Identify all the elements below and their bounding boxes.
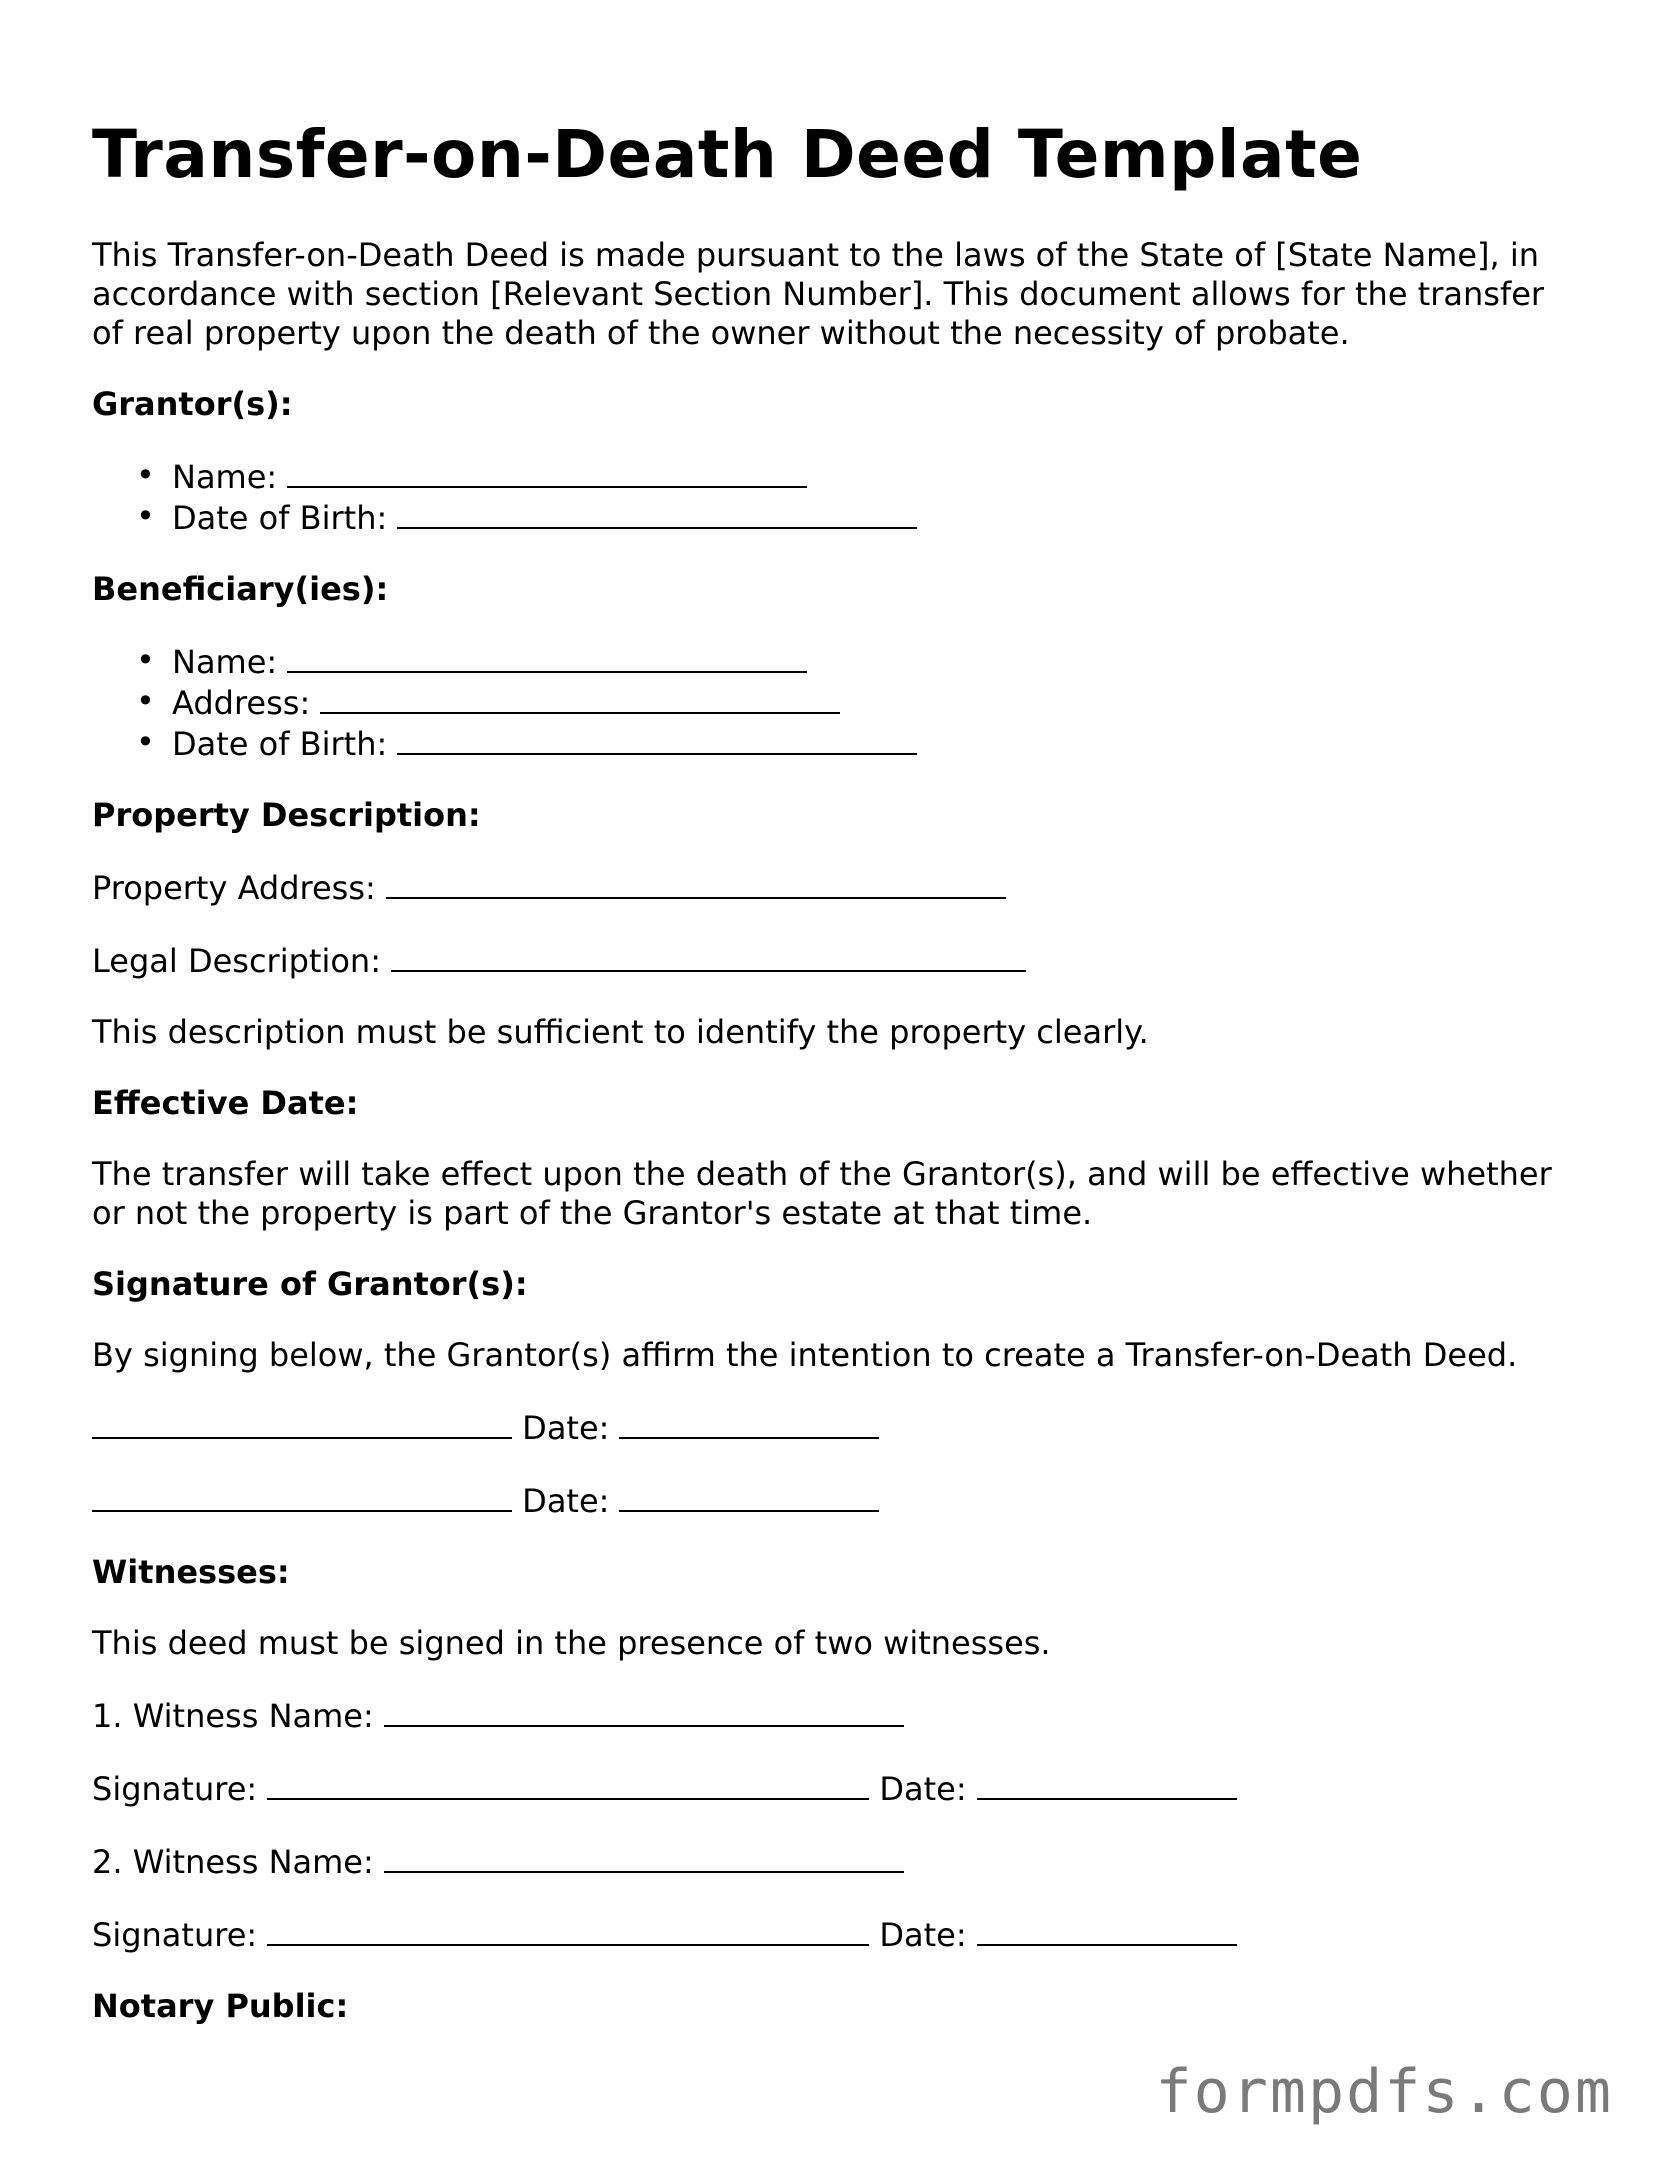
legal-description-line: [92, 940, 1572, 981]
witnesses-heading: Witnesses:: [92, 1553, 290, 1591]
signature-text: By signing below, the Grantor(s) affirm the intention to create a Transfer-on-Death Deed.: [92, 1336, 1518, 1374]
grantor-dob-field[interactable]: [397, 497, 917, 529]
grantor-name-field[interactable]: [287, 456, 807, 488]
witness-1-name-field[interactable]: [384, 1695, 904, 1727]
signature-date-field[interactable]: [619, 1407, 879, 1439]
grantor-dob-label: Date of Birth:: [172, 499, 388, 537]
effective-date-text: The transfer will take effect upon the death of the Grantor(s), and will be effective whether or not the property is part of the Grantor's estate at that time.: [92, 1155, 1552, 1232]
signature-heading: Signature of Grantor(s):: [92, 1265, 528, 1303]
witness-2-name-label: 2. Witness Name:: [92, 1843, 374, 1881]
grantor-signature-field[interactable]: [92, 1407, 512, 1439]
witness-2-date-field[interactable]: [977, 1914, 1237, 1946]
bullet-icon: •: [136, 456, 155, 494]
grantor-signature-field[interactable]: [92, 1480, 512, 1512]
legal-description-field[interactable]: [391, 940, 1026, 972]
signature-date-field[interactable]: [619, 1480, 879, 1512]
beneficiary-dob-label: Date of Birth:: [172, 725, 388, 763]
property-note: This description must be sufficient to identify the property clearly.: [92, 1013, 1149, 1051]
list-item: [136, 456, 1572, 497]
witness-1-name-label: 1. Witness Name:: [92, 1697, 374, 1735]
notary-heading: Notary Public:: [92, 1987, 349, 2025]
grantor-signature-line-1: [92, 1407, 1572, 1448]
witness-1-date-field[interactable]: [977, 1768, 1237, 1800]
property-address-field[interactable]: [386, 867, 1006, 899]
bullet-icon: •: [136, 497, 155, 535]
beneficiary-list: [92, 641, 1572, 764]
intro-paragraph: This Transfer-on-Death Deed is made pursuant to the laws of the State of [State Name], in accordance with section [Relevant Section Number]. This document allows for the transfer of real property upon the death of the owner without the necessity of probate.: [92, 236, 1545, 352]
grantor-heading: Grantor(s):: [92, 385, 293, 423]
list-item: [136, 497, 1572, 538]
grantor-signature-line-2: [92, 1480, 1572, 1521]
witnesses-text: This deed must be signed in the presence of two witnesses.: [92, 1624, 1051, 1662]
document-page: [92, 110, 1572, 2058]
witness-1-signature-line: [92, 1768, 1572, 1809]
signature-date-label: Date:: [522, 1482, 610, 1520]
witness-1-name-line: [92, 1695, 1572, 1736]
witness-date-label: Date:: [879, 1916, 967, 1954]
list-item: [136, 641, 1572, 682]
beneficiary-name-label: Name:: [172, 643, 278, 681]
beneficiary-heading: Beneficiary(ies):: [92, 570, 389, 608]
list-item: [136, 723, 1572, 764]
property-address-line: [92, 867, 1572, 908]
bullet-icon: •: [136, 682, 155, 720]
witness-2-name-field[interactable]: [384, 1841, 904, 1873]
document-title: Transfer-on-Death Deed Template: [92, 116, 1363, 193]
witness-signature-label: Signature:: [92, 1916, 258, 1954]
grantor-list: [92, 456, 1572, 538]
bullet-icon: •: [136, 723, 155, 761]
beneficiary-name-field[interactable]: [287, 641, 807, 673]
beneficiary-address-field[interactable]: [320, 682, 840, 714]
grantor-name-label: Name:: [172, 458, 278, 496]
property-heading: Property Description:: [92, 796, 481, 834]
signature-date-label: Date:: [522, 1409, 610, 1447]
beneficiary-dob-field[interactable]: [397, 723, 917, 755]
witness-2-name-line: [92, 1841, 1572, 1882]
witness-1-signature-field[interactable]: [267, 1768, 869, 1800]
witness-date-label: Date:: [879, 1770, 967, 1808]
witness-2-signature-field[interactable]: [267, 1914, 869, 1946]
beneficiary-address-label: Address:: [172, 684, 311, 722]
witness-2-signature-line: [92, 1914, 1572, 1955]
list-item: [136, 682, 1572, 723]
watermark: formpdfs.com: [1155, 2057, 1613, 2127]
witness-signature-label: Signature:: [92, 1770, 258, 1808]
bullet-icon: •: [136, 641, 155, 679]
effective-date-heading: Effective Date:: [92, 1084, 359, 1122]
legal-description-label: Legal Description:: [92, 942, 381, 980]
property-address-label: Property Address:: [92, 869, 376, 907]
